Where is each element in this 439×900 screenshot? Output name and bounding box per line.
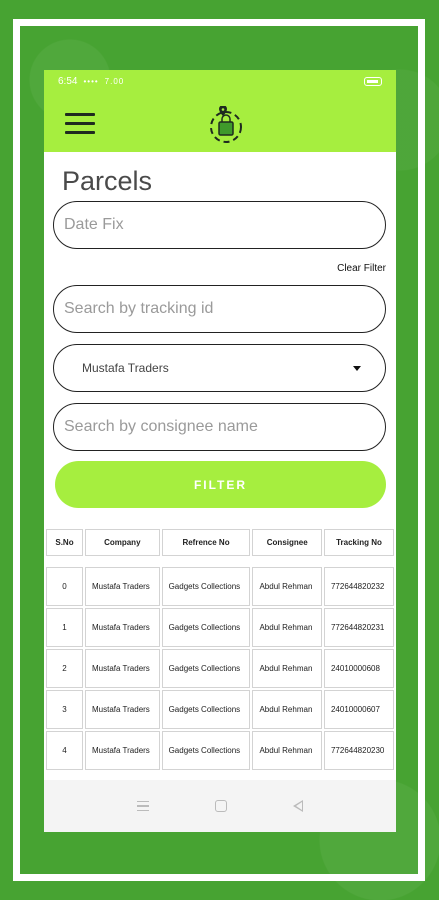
cell-reference: Gadgets Collections [162,649,251,688]
tracking-search-field[interactable] [53,285,386,333]
cell-company: Mustafa Traders [85,567,160,606]
header-sno: S.No [46,529,83,556]
signal-icon: •••• [83,76,99,86]
cell-sno: 2 [46,649,83,688]
cell-reference: Gadgets Collections [162,690,251,729]
cell-consignee: Abdul Rehman [252,649,322,688]
cell-company: Mustafa Traders [85,608,160,647]
recent-apps-icon[interactable] [137,801,149,811]
table-row[interactable] [46,649,394,688]
cell-reference: Gadgets Collections [162,608,251,647]
hamburger-menu-icon[interactable] [65,113,95,135]
network-speed: 7.00 [104,76,125,86]
cell-consignee: Abdul Rehman [252,608,322,647]
cell-tracking: 772644820232 [324,567,394,606]
header-company: Company [85,529,160,556]
cell-tracking: 24010000607 [324,690,394,729]
cell-tracking: 24010000608 [324,649,394,688]
cell-sno: 3 [46,690,83,729]
status-bar [44,70,396,92]
back-icon[interactable] [293,800,303,812]
cell-company: Mustafa Traders [85,649,160,688]
date-field[interactable] [53,201,386,249]
cell-company: Mustafa Traders [85,690,160,729]
header-reference: Refrence No [162,529,251,556]
home-icon[interactable] [215,800,227,812]
cell-reference: Gadgets Collections [162,731,251,770]
cell-sno: 0 [46,567,83,606]
clear-filter-link[interactable]: Clear Filter [337,263,386,274]
table-row[interactable] [46,608,394,647]
cell-consignee: Abdul Rehman [252,690,322,729]
header-consignee: Consignee [252,529,322,556]
header-tracking: Tracking No [324,529,394,556]
cell-tracking: 772644820231 [324,608,394,647]
consignee-search-field[interactable] [53,403,386,451]
table-row[interactable] [46,567,394,606]
cell-sno: 4 [46,731,83,770]
dropdown-caret-icon [353,366,361,371]
company-select[interactable] [53,344,386,392]
company-select-value: Mustafa Traders [82,361,169,375]
parcel-location-logo-icon [206,106,246,144]
cell-consignee: Abdul Rehman [252,567,322,606]
cell-reference: Gadgets Collections [162,567,251,606]
cell-tracking: 772644820230 [324,731,394,770]
date-input[interactable] [64,216,385,234]
battery-icon [364,77,382,86]
consignee-search-input[interactable] [64,418,385,436]
table-row[interactable] [46,690,394,729]
app-bar [44,70,396,152]
system-nav-bar [44,780,396,832]
table-row[interactable] [46,731,394,770]
cell-company: Mustafa Traders [85,731,160,770]
filter-button[interactable]: FILTER [55,461,386,508]
tracking-search-input[interactable] [64,300,385,318]
cell-consignee: Abdul Rehman [252,731,322,770]
page-title: Parcels [62,166,153,196]
table-header-row [46,529,394,556]
phone-screen [44,70,396,832]
parcels-table [44,527,396,780]
cell-sno: 1 [46,608,83,647]
status-time: 6:54 [58,75,78,87]
